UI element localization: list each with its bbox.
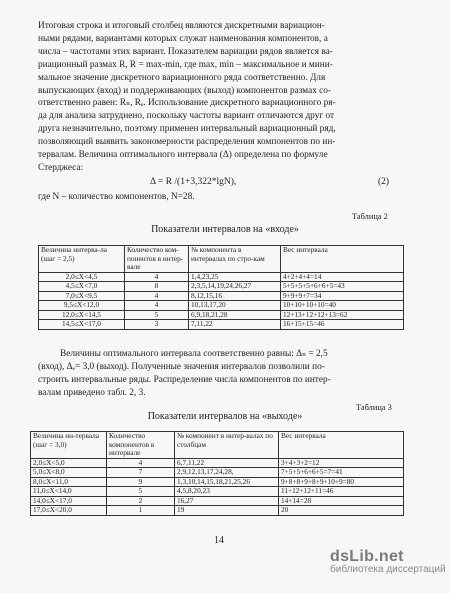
table-row (31, 477, 404, 487)
sturges-formula: Δ = R /(1+3,322*lgN), (150, 177, 237, 187)
table-cell: 5 (107, 487, 175, 497)
text-line: (вход), Δₑ= 3,0 (выход). Полученные значения интервалов позволили по- (38, 361, 325, 372)
table-cell: 5 (125, 310, 189, 320)
header-cell: Величина интерва-ла (шаг = 2,5) (39, 246, 125, 273)
paragraph-intervals (38, 348, 406, 400)
table-row (39, 320, 404, 330)
table-cell: 4 (125, 272, 189, 282)
table-cell: 14,0≤X<17,0 (31, 496, 107, 506)
table-header-row (39, 246, 404, 273)
header-cell: № компонент в интер-валах по столбцам (175, 432, 279, 459)
table-cell: 10+10+10+10=40 (281, 301, 404, 311)
table-cell: 2,0≤X<5,0 (31, 458, 107, 468)
page-number: 14 (214, 535, 224, 546)
header-cell: Вес интервала (279, 432, 404, 459)
header-cell: Величина ин-тервала (шаг = 3,0) (31, 432, 107, 459)
table-cell: 2,3,5,14,19,24,26,27 (189, 282, 281, 292)
text-line: Стерджеса: (38, 162, 84, 173)
table-row (39, 282, 404, 292)
table-cell: 9+9+9+7=34 (281, 291, 404, 301)
text-line: ными рядами, вариантами которых служат наименования компонентов, а (38, 33, 328, 44)
table-cell: 7 (107, 468, 175, 478)
table-cell: 4 (125, 291, 189, 301)
text-line: друга незначительно, поэтому применен интервальный вариационный ряд, (38, 124, 336, 135)
table-cell: 3+4+3+2=12 (279, 458, 404, 468)
table2-caption: Показатели интервалов на «входе» (151, 224, 299, 235)
text-line: мальное значение дискретного вариационного ряда соответственно. Для (38, 72, 326, 83)
text-line: числа – частотами этих вариант. Показателем вариации рядов является ва- (38, 46, 333, 57)
header-cell: Количество компонентов в интервале (107, 432, 175, 459)
table-row (31, 496, 404, 506)
watermark-subtitle: библиотека диссертаций (330, 564, 446, 575)
header-cell: № компонента в интервалах по стро-кам (189, 246, 281, 273)
header-cell: Количество ком-понентов в интер-вале (125, 246, 189, 273)
table3-label: Таблица 3 (356, 403, 392, 412)
table-cell: 2,9,12,13,17,24,28, (175, 468, 279, 478)
table-cell: 8,0≤X<11,0 (31, 477, 107, 487)
table2-label: Таблица 2 (352, 212, 388, 221)
table-cell: 2,0≤X<4,5 (39, 272, 125, 282)
table-cell: 5+5+5+5+6+6+5=43 (281, 282, 404, 292)
table-cell: 14,5≤X<17,0 (39, 320, 125, 330)
table3 (30, 431, 404, 516)
table-cell: 4 (107, 458, 175, 468)
table-cell: 12,0≤X<14,5 (39, 310, 125, 320)
table-cell: 1,3,10,14,15,18,21,25,26 (175, 477, 279, 487)
text-line: риационный размах R, R = max-min, где max, min – максимальное и мини- (38, 59, 333, 70)
table-cell: 6,9,18,21,28 (189, 310, 281, 320)
table-row (39, 301, 404, 311)
table-cell: 7,0≤X<9,5 (39, 291, 125, 301)
text-line: ответственно равен: Rₙ, Rₑ. Использование дискретного вариационного ря- (38, 98, 336, 109)
table-cell: 3 (125, 320, 189, 330)
table-cell: 8 (125, 282, 189, 292)
table-cell: 6,7,11,22 (175, 458, 279, 468)
table-cell: 16+15+15=46 (281, 320, 404, 330)
table-cell: 9 (107, 477, 175, 487)
table-cell: 1 (107, 506, 175, 516)
table3-caption: Показатели интервалов на «выходе» (147, 411, 303, 422)
table-cell: 1,4,23,25 (189, 272, 281, 282)
table-cell: 2 (107, 496, 175, 506)
table-cell: 4 (125, 301, 189, 311)
table-cell: 5,0≤X<8,0 (31, 468, 107, 478)
table-cell: 10,13,17,20 (189, 301, 281, 311)
table-cell: 17,0≤X<20,0 (31, 506, 107, 516)
table-row (31, 487, 404, 497)
table-cell: 14+14=28 (279, 496, 404, 506)
table-cell: 11,0≤X<14,0 (31, 487, 107, 497)
table-cell: 7,11,22 (189, 320, 281, 330)
text-line: Величины оптимального интервала соответственно равны: Δₙ = 2,5 (60, 349, 328, 359)
table-cell: 19 (175, 506, 279, 516)
table-cell: 16,27 (175, 496, 279, 506)
table-cell: 4,5,8,20,23 (175, 487, 279, 497)
formula-number: (2) (378, 177, 390, 187)
table-row (31, 468, 404, 478)
table-cell: 12+13+12+12+13=62 (281, 310, 404, 320)
table-cell: 7+5+5+6+6+5=7=41 (279, 468, 404, 478)
watermark-logo: dsLib.net (330, 548, 404, 565)
table-header-row (31, 432, 404, 459)
text-line: выпускающих (вход) и поддерживающих (выход) компонентов размах со- (38, 85, 332, 96)
table-row (31, 506, 404, 516)
formula-note: где N – количество компонентов, N=28. (38, 192, 195, 202)
text-line: да для анализа затруднено, поскольку частоты вариант отличаются друг от (38, 111, 335, 122)
header-cell: Вес интервала (281, 246, 404, 273)
table2 (38, 245, 404, 330)
table-cell: 8,12,15,16 (189, 291, 281, 301)
table-cell: 11+12+12+11=46 (279, 487, 404, 497)
table-cell: 4+2+4+4=14 (281, 272, 404, 282)
paragraph-intro (38, 20, 406, 175)
text-line: тервалам. Величина оптимального интервала (Δ) определена по формуле (38, 150, 328, 161)
table-cell: 4,5≤X<7,0 (39, 282, 125, 292)
table-cell: 9+8+8+9+8+9+10+9=80 (279, 477, 404, 487)
table-cell: 20 (279, 506, 404, 516)
text-line: валам приведено табл. 2, 3. (38, 387, 146, 398)
table-cell: 9,5≤X<12,0 (39, 301, 125, 311)
watermark (330, 548, 446, 575)
text-line: Итоговая строка и итоговый столбец являются дискретными вариацион- (38, 21, 325, 31)
text-line: строить интервальные ряды. Распределение числа компонентов по интер- (38, 374, 331, 385)
text-line: позволяющий выявить закономерности распределения компонентов по ин- (38, 137, 336, 148)
